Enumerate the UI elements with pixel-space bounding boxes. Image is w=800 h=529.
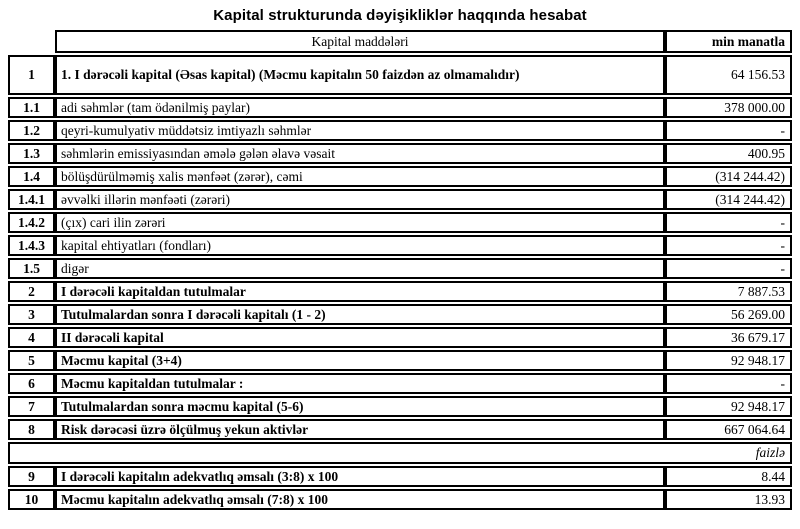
row-label: I dərəcəli kapitalın adekvatlıq əmsalı (3:8) x 100: [55, 466, 665, 487]
row-label: adi səhmlər (tam ödənilmiş paylar): [55, 97, 665, 118]
table-row: [8, 166, 792, 187]
table-row: [8, 281, 792, 302]
row-number: 9: [8, 466, 55, 487]
table-row: [8, 189, 792, 210]
table-row: [8, 143, 792, 164]
table-row: [8, 235, 792, 256]
row-label: (çıx) cari ilin zərəri: [55, 212, 665, 233]
row-number: 10: [8, 489, 55, 510]
table-header-row: [8, 30, 792, 53]
unit-note: faizlə: [8, 442, 792, 464]
row-label: II dərəcəli kapital: [55, 327, 665, 348]
row-value: 7 887.53: [665, 281, 792, 302]
table-row: [8, 212, 792, 233]
table-row: [8, 304, 792, 325]
header-items-label: Kapital maddələri: [55, 30, 665, 53]
table-row: [8, 373, 792, 394]
row-value: -: [665, 212, 792, 233]
table-row: [8, 55, 792, 95]
row-label: Tutulmalardan sonra məcmu kapital (5-6): [55, 396, 665, 417]
row-label: Risk dərəcəsi üzrə ölçülmuş yekun aktivlər: [55, 419, 665, 440]
report-page: [8, 0, 792, 512]
table-header: [8, 30, 792, 53]
table-row: [8, 489, 792, 510]
table-row: [8, 350, 792, 371]
header-unit-label: min manatla: [665, 30, 792, 53]
row-number: 3: [8, 304, 55, 325]
row-value: 8.44: [665, 466, 792, 487]
row-number: 6: [8, 373, 55, 394]
row-number: 1: [8, 55, 55, 95]
row-label: Məcmu kapitalın adekvatlıq əmsalı (7:8) x 100: [55, 489, 665, 510]
row-value: 13.93: [665, 489, 792, 510]
row-value: -: [665, 120, 792, 141]
row-value: -: [665, 235, 792, 256]
row-number: 8: [8, 419, 55, 440]
row-number: 1.4: [8, 166, 55, 187]
row-value: 667 064.64: [665, 419, 792, 440]
row-number: 4: [8, 327, 55, 348]
row-value: 56 269.00: [665, 304, 792, 325]
row-value: -: [665, 258, 792, 279]
unit-note-row: [8, 442, 792, 464]
table-row: [8, 396, 792, 417]
table-row: [8, 419, 792, 440]
row-number: 7: [8, 396, 55, 417]
row-label: 1. I dərəcəli kapital (Əsas kapital) (Məcmu kapitalın 50 faizdən az olmamalıdır): [55, 55, 665, 95]
row-value: 400.95: [665, 143, 792, 164]
row-number: 2: [8, 281, 55, 302]
row-number: 1.2: [8, 120, 55, 141]
table-body: [8, 55, 792, 510]
row-value: -: [665, 373, 792, 394]
header-empty-cell: [8, 30, 55, 53]
row-value: (314 244.42): [665, 166, 792, 187]
row-label: kapital ehtiyatları (fondları): [55, 235, 665, 256]
row-number: 1.1: [8, 97, 55, 118]
row-label: əvvəlki illərin mənfəəti (zərəri): [55, 189, 665, 210]
row-label: bölüşdürülməmiş xalis mənfəət (zərər), cəmi: [55, 166, 665, 187]
row-number: 1.4.3: [8, 235, 55, 256]
row-label: Tutulmalardan sonra I dərəcəli kapitalı (1 - 2): [55, 304, 665, 325]
capital-structure-table: [8, 28, 792, 512]
row-number: 1.4.2: [8, 212, 55, 233]
table-row: [8, 466, 792, 487]
row-number: 5: [8, 350, 55, 371]
row-value: 378 000.00: [665, 97, 792, 118]
row-label: Məcmu kapital (3+4): [55, 350, 665, 371]
row-number: 1.5: [8, 258, 55, 279]
row-value: 92 948.17: [665, 396, 792, 417]
row-value: 92 948.17: [665, 350, 792, 371]
table-row: [8, 258, 792, 279]
row-value: 36 679.17: [665, 327, 792, 348]
row-value: 64 156.53: [665, 55, 792, 95]
report-title: Kapital strukturunda dəyişikliklər haqqında hesabat: [213, 7, 587, 24]
row-label: Məcmu kapitaldan tutulmalar :: [55, 373, 665, 394]
row-number: 1.4.1: [8, 189, 55, 210]
row-number: 1.3: [8, 143, 55, 164]
row-label: I dərəcəli kapitaldan tutulmalar: [55, 281, 665, 302]
table-row: [8, 97, 792, 118]
table-row: [8, 120, 792, 141]
table-row: [8, 327, 792, 348]
row-label: digər: [55, 258, 665, 279]
row-value: (314 244.42): [665, 189, 792, 210]
row-label: qeyri-kumulyativ müddətsiz imtiyazlı səhmlər: [55, 120, 665, 141]
row-label: səhmlərin emissiyasından əmələ gələn əlavə vəsait: [55, 143, 665, 164]
